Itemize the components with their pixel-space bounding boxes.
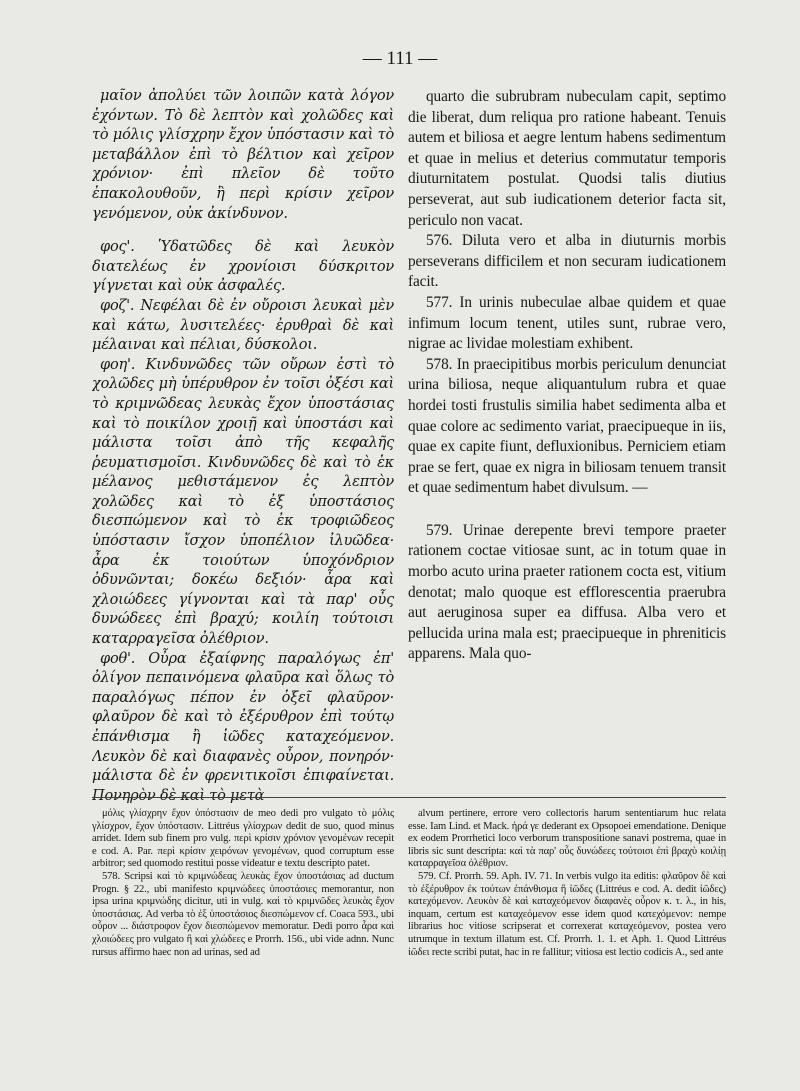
- footnote-paragraph: 578. Scripsi καὶ τὸ κριμνώδεας λευκὰς ἔχον ὑποστάσιας ad ductum Progn. § 22., ubi manifesto κριμνώδεες ὑποστάσιες memorantur, non ipsa urina κριμνώδης dicitur, uti in vulg. καὶ τὸ κριμνῶδες λευκὰς ἔχον ὑποστάσιας. Ad verba τὸ ἐξ ὑποστάσιος διεσπώμενον cf. Coaca 593., ubi οὖρον ... διάστροφον ἔχον διεσπώμενον memoratur. Dedi porro ἆρα καὶ χλοιώδεες pro vulgato ἢ καὶ χλώδεες e Prorrh. 156., ubi vide adnn. Nunc rursus affirmo haec non ad urinas, sed ad: [92, 870, 394, 958]
- footnotes-right: [408, 808, 726, 959]
- latin-paragraph: quarto die subrubram nubeculam capit, septimo die liberat, dum reliqua pro ratione habeant. Tenuis autem et biliosa et aegre lentum habens sedimentum et quae in melius et deterius commutatur temporis diuturnitatem postulat. Quodsi talis diutius perseverat, aut sub iudicationem deterior facta sit, periculo non vacat.: [408, 88, 726, 229]
- latin-text-column: [408, 87, 726, 665]
- footnotes-left: [92, 808, 394, 959]
- footnote-paragraph: 579. Cf. Prorrh. 59. Aph. IV. 71. In verbis vulgo ita editis: φλαῦρον δὲ καὶ τὸ ἐξέρυθρον ἐκ τούτων ἐπάνθισμα ἢ ἰῶδες (Littréus e cod. A. dedit ἰῶδες) κατεχόμενον. Λευκὸν δὲ καὶ καταχεόμενον διαφανὲς οὖρον κ. τ. λ., in his, inquam, certum est καταχεόμενον esse idem quod κατεχόμενον: nempe librarius hoc vitiose scripserat et correxerat καταχεόμενον, postea vero utrumque in textum illatum est. Cf. Prorrh. 1. 1. et Aph. 1. Quod Littréus ἰῶδει recte scribi putat, hac in re fallitur; vitiosa est lectio codicis A., sed ante: [408, 870, 726, 958]
- latin-paragraph: 579. Urinae derepente brevi tempore praeter rationem coctae vitiosae sunt, ac in totum quae in morbo acuto urina praeter rationem cocta est, vitium denotat; malo quoque est efflorescentia praerubra aut aeruginosa super ea diffusa. Alba vero et pellucida urina mala est; praecipueque in phreniticis apparens. Mala quo-: [408, 521, 726, 663]
- greek-text-column: [92, 87, 394, 806]
- greek-paragraph: φοζ'. Νεφέλαι δὲ ἐν οὔροισι λευκαὶ μὲν καὶ κάτω, λυσιτελέες· ἐρυθραὶ δὲ καὶ μέλαιναι καὶ πέλιαι, δύσκολοι.: [92, 297, 394, 354]
- latin-paragraph: 576. Diluta vero et alba in diuturnis morbis perseverans difficilem et non securam iudicationem facit.: [408, 232, 726, 291]
- footnote-paragraph: μόλις γλίσχρην ἔχον ὑπόστασιν de meo dedi pro vulgato τὸ μόλις γλίσχρον, ἔχον ὑπόστασιν. Littréus γλίσχρων dedit de suo, quod minus arridet. Idem sub finem pro vulg. περὶ κρίσιν χρόνιον γενομένων recepit e cod. A. Par. περὶ κρίσιν χειρόνων γενομένων, quod corruptum esse arbitror; sed quomodo restitui posse videatur e textu descripto patet.: [92, 808, 394, 870]
- greek-paragraph: μαῖον ἀπολύει τῶν λοιπῶν κατὰ λόγον ἐχόντων. Τὸ δὲ λεπτὸν καὶ χολῶδες καὶ τὸ μόλις γλίσχρην ἔχον ὑπόστασιν καὶ τὸ μεταβάλλον ἐπὶ τὸ βέλτιον καὶ χεῖρον χρόνιον· ἐπὶ πλεῖον δὲ τοῦτο ἐπακολουθοῦν, ἢ περὶ κρίσιν χεῖρον γενόμενον, οὐκ ἀκίνδυνον.: [92, 88, 394, 222]
- greek-paragraph: φος'. Ὑδατῶδες δὲ καὶ λευκὸν διατελέως ἐν χρονίοισι δύσκριτον γίγνεται καὶ οὐκ ἀσφαλές.: [92, 239, 394, 295]
- greek-paragraph: φοη'. Κινδυνῶδες τῶν οὔρων ἐστὶ τὸ χολῶδες μὴ ὑπέρυθρον ἐν τοῖσι ὀξέσι καὶ τὸ κριμνῶδεας λευκὰς ἔχον ὑποστάσιας καὶ τὸ ποικίλον χροιῇ καὶ ὑποστάσι καὶ μάλιστα τοῖσι ἀπὸ τῆς κεφαλῆς ῥευματισμοῖσι. Κινδυνῶδες δὲ καὶ τὸ ἐκ μέλανος μεθιστάμενον ἐς λεπτὸν χολῶδες καὶ τὸ ἐξ ὑποστάσιος διεσπώμενον καὶ τὸ ἐκ τροφιῶδεος ὑπόστασιν ἴσχον ὑποπέλιον ἰλυῶδεα· ἆρα ἐκ τοιούτων ὑποχόνδριον ὀδυνῶνται; δοκέω δεξιόν· ἆρα καὶ χλοιώδεες γίγνονται καὶ τὰ παρ' οὖς δυνώδεες ἐπὶ βραχύ; κοιλίη τούτοισι καταρραγεῖσα ὀλέθριον.: [92, 356, 394, 648]
- footnote-divider: [92, 797, 726, 798]
- page-number: — 111 —: [362, 48, 438, 69]
- greek-paragraph: φοθ'. Οὖρα ἐξαίφνης παραλόγως ἐπ' ὀλίγον πεπαινόμενα φλαῦρα καὶ ὅλως τὸ παραλόγως πέπον ἐν ὀξεῖ φλαῦρον· φλαῦρον δὲ καὶ τὸ ἐξέρυθρον ἐπὶ τούτῳ ἐπάνθισμα ἢ ἰῶδες καταχεόμενον. Λευκὸν δὲ καὶ διαφανὲς οὖρον, πονηρόν· μάλιστα δὲ ἐν φρενιτικοῖσι ἐπιφαίνεται. Πονηρὸν δὲ καὶ τὸ μετὰ: [92, 650, 394, 804]
- latin-paragraph: 578. In praecipitibus morbis periculum denunciat urina biliosa, neque aliquantulum rubra et quae hordei tosti frustulis similia habet sedimenta alba et quae colore ac sedimento variat, praecipueque in iis, quae ex capite fiunt, defluxionibus. Perniciem etiam prae se fert, quae ex nigra in biliosam tenuem transit et quae sedimentum habet divulsum. —: [408, 355, 726, 497]
- footnote-paragraph: alvum pertinere, errore vero collectoris harum sententiarum huc relata esse. Iam Lind. et Mack. ἠρά γε dederant ex Opsopoei emendatione. Denique ex eodem Prorrhetici loco verborum transpositione sanavi postrema, quae in libris sic sunt descripta: καὶ τὰ παρ' οὖς δυνώδεες τούτοισι ἐπὶ βραχὺ κοιλίῃ καταρραγεῖσα ὀλέθριον.: [408, 808, 726, 870]
- latin-paragraph: 577. In urinis nubeculae albae quidem et quae infimum locum tenent, utiles sunt, rubrae vero, nigrae ac lividae molestiam exhibent.: [408, 293, 726, 353]
